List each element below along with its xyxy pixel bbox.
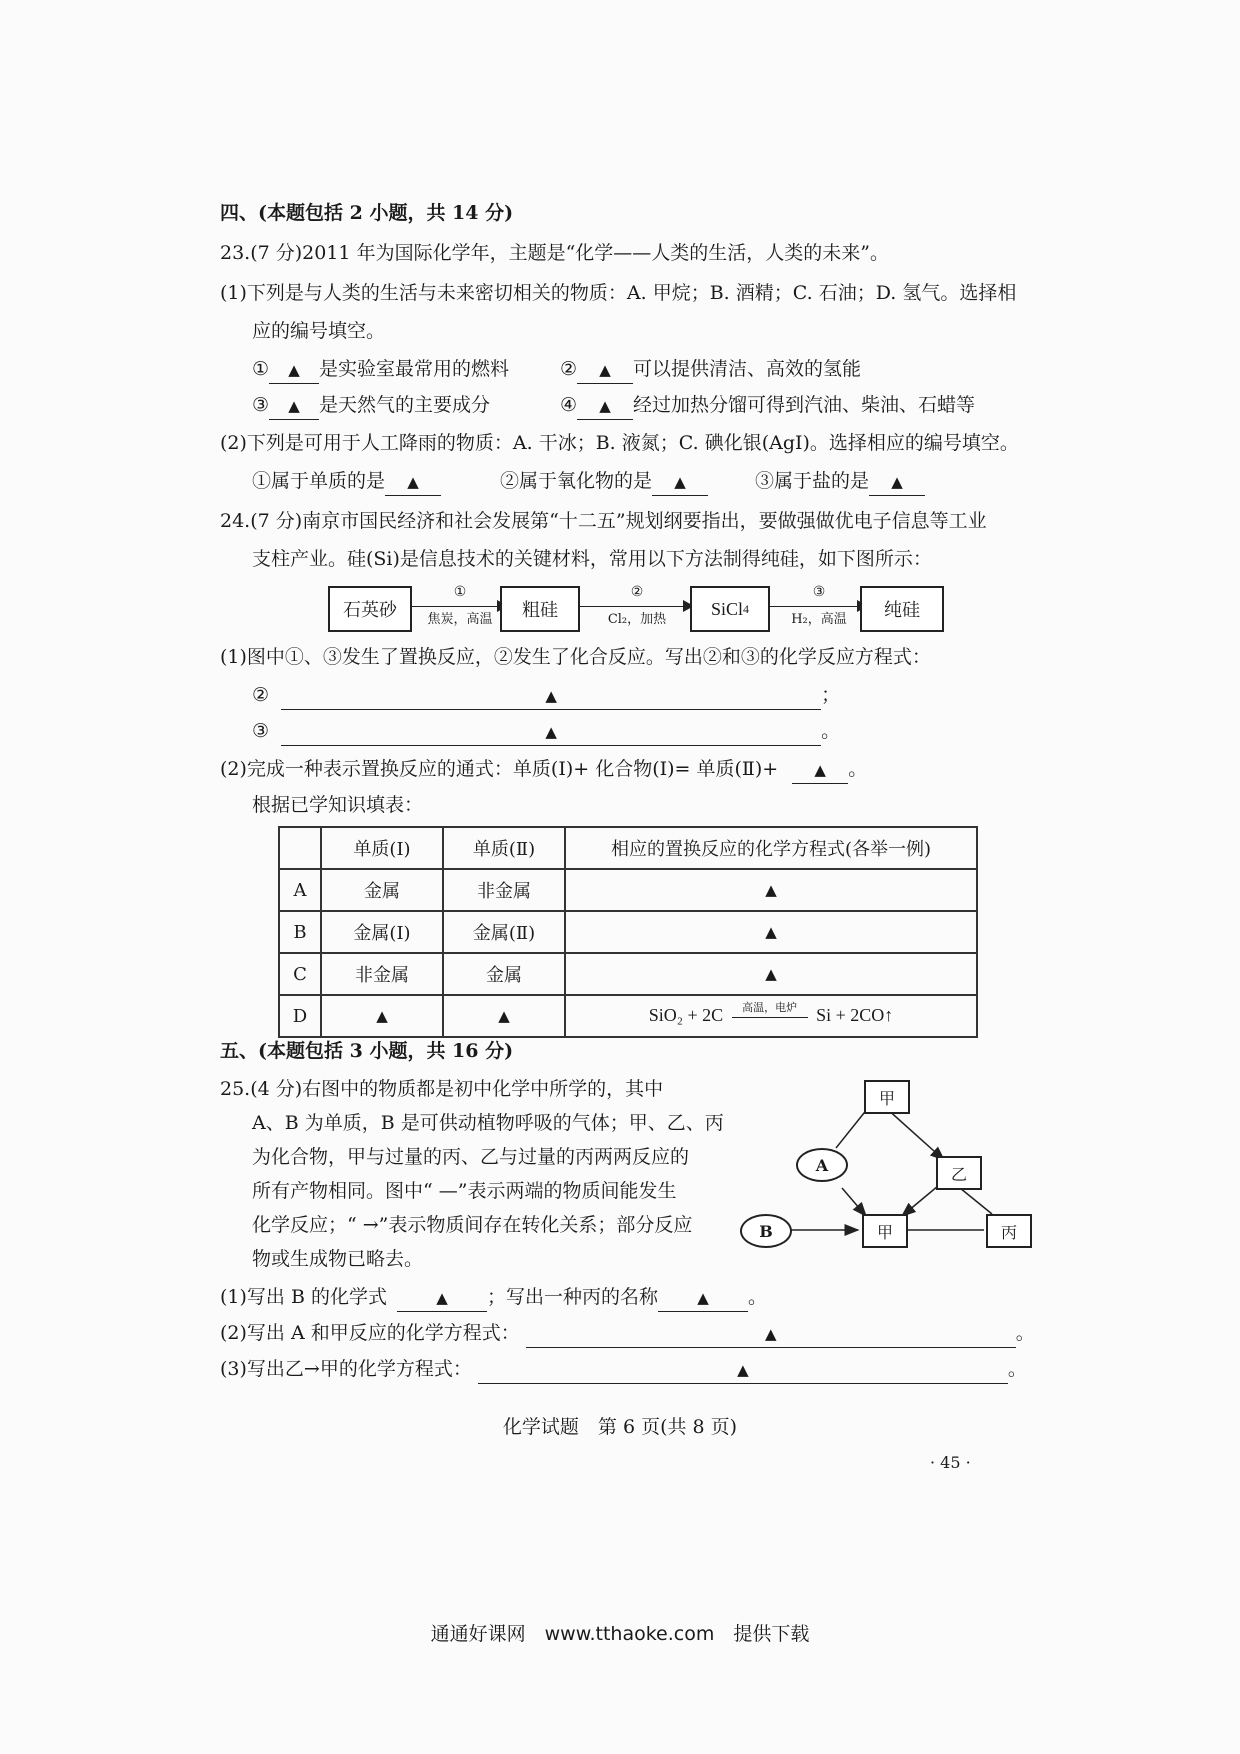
q25-line-3: 为化合物，甲与过量的丙、乙与过量的丙两两反应的 bbox=[252, 1146, 690, 1168]
q25-p2: (2)写出 A 和甲反应的化学方程式： ▲ 。 bbox=[220, 1320, 1035, 1348]
row-label: D bbox=[279, 995, 321, 1037]
answer-cell[interactable]: ▲ bbox=[565, 953, 977, 995]
answer-blank[interactable]: ▲ bbox=[869, 468, 925, 496]
q25-line-2: A、B 为单质，B 是可供动植物呼吸的气体；甲、乙、丙 bbox=[252, 1112, 724, 1134]
q25-p3: (3)写出乙→甲的化学方程式： ▲ 。 bbox=[220, 1356, 1027, 1384]
section5-heading: 五、(本题包括 3 小题，共 16 分) bbox=[220, 1040, 514, 1062]
flow-box-sicl4: SiCl 4 bbox=[690, 586, 770, 632]
q23-item-1: ① ▲ 是实验室最常用的燃料 bbox=[252, 356, 509, 384]
q23-stem: 23.(7 分)2011 年为国际化学年，主题是“化学——人类的生活，人类的未来”。 bbox=[220, 242, 889, 264]
table-cell: 金属(Ⅱ) bbox=[443, 911, 565, 953]
q25-line-6: 物或生成物已略去。 bbox=[252, 1248, 424, 1270]
answer-blank[interactable]: ▲ bbox=[658, 1284, 748, 1312]
flow-arrow-2: ② Cl₂，加热 bbox=[580, 586, 694, 632]
flow-box-crude-silicon: 粗硅 bbox=[500, 586, 580, 632]
q24-stem-2: 支柱产业。硅(Si)是信息技术的关键材料，常用以下方法制得纯硅，如下图所示： bbox=[252, 548, 932, 570]
substance-relation-diagram bbox=[740, 1076, 1040, 1256]
q23-p2: (2)下列是可用于人工降雨的物质：A. 干冰；B. 液氮；C. 碘化银(AgI)。选择相应的编号填空。 bbox=[220, 432, 1019, 454]
table-header-cell: 单质(Ⅰ) bbox=[321, 827, 443, 869]
download-source-note: 通通好课网 www.tthaoke.com 提供下载 bbox=[430, 1623, 810, 1645]
equation-blank[interactable]: ▲ bbox=[526, 1320, 1016, 1348]
row-label: C bbox=[279, 953, 321, 995]
q25-line-1: 25.(4 分)右图中的物质都是初中化学中所学的，其中 bbox=[220, 1078, 664, 1100]
q24-p1-eq2: ② ▲ ； bbox=[252, 682, 840, 710]
equation-cell: SiO₂ + 2C 高温，电炉 Si + 2CO↑ bbox=[565, 995, 977, 1037]
row-label: B bbox=[279, 911, 321, 953]
node-a: A bbox=[796, 1148, 848, 1182]
table-row bbox=[279, 869, 977, 911]
row-label: A bbox=[279, 869, 321, 911]
q24-p1: (1)图中①、③发生了置换反应，②发生了化合反应。写出②和③的化学反应方程式： bbox=[220, 646, 931, 668]
answer-cell[interactable]: ▲ bbox=[565, 869, 977, 911]
q24-p1-eq3: ③ ▲ 。 bbox=[252, 718, 840, 746]
q23-item-4: ④ ▲ 经过加热分馏可得到汽油、柴油、石蜡等 bbox=[560, 392, 975, 420]
table-cell: 金属 bbox=[321, 869, 443, 911]
flow-arrow-3: ③ H₂，高温 bbox=[770, 586, 868, 632]
node-bing: 丙 bbox=[986, 1214, 1032, 1248]
table-cell: 非金属 bbox=[443, 869, 565, 911]
equation-blank[interactable]: ▲ bbox=[478, 1356, 1008, 1384]
answer-blank[interactable]: ▲ bbox=[792, 756, 848, 784]
table-row bbox=[279, 995, 977, 1037]
q23-item-3: ③ ▲ 是天然气的主要成分 bbox=[252, 392, 490, 420]
q23-p1-line1: (1)下列是与人类的生活与未来密切相关的物质：A. 甲烷；B. 酒精；C. 石油；D. 氢气。选择相 bbox=[220, 282, 1017, 304]
q23-p1-line2: 应的编号填空。 bbox=[252, 320, 386, 342]
node-yi: 乙 bbox=[936, 1156, 982, 1190]
q23-p2-a: ①属于单质的是 ▲ bbox=[252, 468, 441, 496]
answer-cell[interactable]: ▲ bbox=[321, 995, 443, 1037]
flow-box-pure-silicon: 纯硅 bbox=[860, 586, 944, 632]
silicon-process-flow bbox=[328, 580, 948, 640]
q23-item-2: ② ▲ 可以提供清洁、高效的氢能 bbox=[560, 356, 861, 384]
q25-line-5: 化学反应；“ →”表示物质间存在转化关系；部分反应 bbox=[252, 1214, 693, 1236]
page-footer: 化学试题 第 6 页(共 8 页) bbox=[502, 1416, 738, 1438]
q23-p2-b: ②属于氧化物的是 ▲ bbox=[500, 468, 708, 496]
table-row bbox=[279, 911, 977, 953]
answer-blank[interactable]: ▲ bbox=[652, 468, 708, 496]
page-number: · 45 · bbox=[930, 1453, 971, 1472]
table-header-cell bbox=[279, 827, 321, 869]
node-jia-top: 甲 bbox=[864, 1080, 910, 1114]
table-cell: 金属 bbox=[443, 953, 565, 995]
q25-line-4: 所有产物相同。图中“ —”表示两端的物质间能发生 bbox=[252, 1180, 677, 1202]
answer-blank[interactable]: ▲ bbox=[385, 468, 441, 496]
answer-blank[interactable]: ▲ bbox=[269, 356, 319, 384]
table-header-cell: 相应的置换反应的化学方程式(各举一例) bbox=[565, 827, 977, 869]
q24-p2-note: 根据已学知识填表： bbox=[252, 794, 424, 816]
answer-blank[interactable]: ▲ bbox=[577, 356, 633, 384]
answer-blank[interactable]: ▲ bbox=[577, 392, 633, 420]
substitution-reaction-table bbox=[278, 826, 978, 1038]
answer-blank[interactable]: ▲ bbox=[269, 392, 319, 420]
answer-blank[interactable]: ▲ bbox=[397, 1284, 487, 1312]
table-row bbox=[279, 953, 977, 995]
equation-blank[interactable]: ▲ bbox=[281, 718, 821, 746]
q25-p1: (1)写出 B 的化学式 ▲ ；写出一种丙的名称 ▲ 。 bbox=[220, 1284, 767, 1312]
equation-blank[interactable]: ▲ bbox=[281, 682, 821, 710]
answer-cell[interactable]: ▲ bbox=[565, 911, 977, 953]
node-b: B bbox=[740, 1214, 792, 1248]
table-cell: 金属(Ⅰ) bbox=[321, 911, 443, 953]
table-header-cell: 单质(Ⅱ) bbox=[443, 827, 565, 869]
q24-stem-1: 24.(7 分)南京市国民经济和社会发展第“十二五”规划纲要指出，要做强做优电子信息等工业 bbox=[220, 510, 987, 532]
flow-arrow-1: ① 焦炭，高温 bbox=[412, 586, 508, 632]
node-jia-mid: 甲 bbox=[862, 1214, 908, 1248]
answer-cell[interactable]: ▲ bbox=[443, 995, 565, 1037]
table-cell: 非金属 bbox=[321, 953, 443, 995]
flow-box-quartz-sand: 石英砂 bbox=[328, 586, 412, 632]
q24-p2: (2)完成一种表示置换反应的通式：单质(Ⅰ)+ 化合物(Ⅰ)= 单质(Ⅱ)+ ▲ 。 bbox=[220, 756, 867, 784]
table-header-row bbox=[279, 827, 977, 869]
section4-heading: 四、(本题包括 2 小题，共 14 分) bbox=[220, 202, 514, 224]
q23-p2-c: ③属于盐的是 ▲ bbox=[755, 468, 925, 496]
